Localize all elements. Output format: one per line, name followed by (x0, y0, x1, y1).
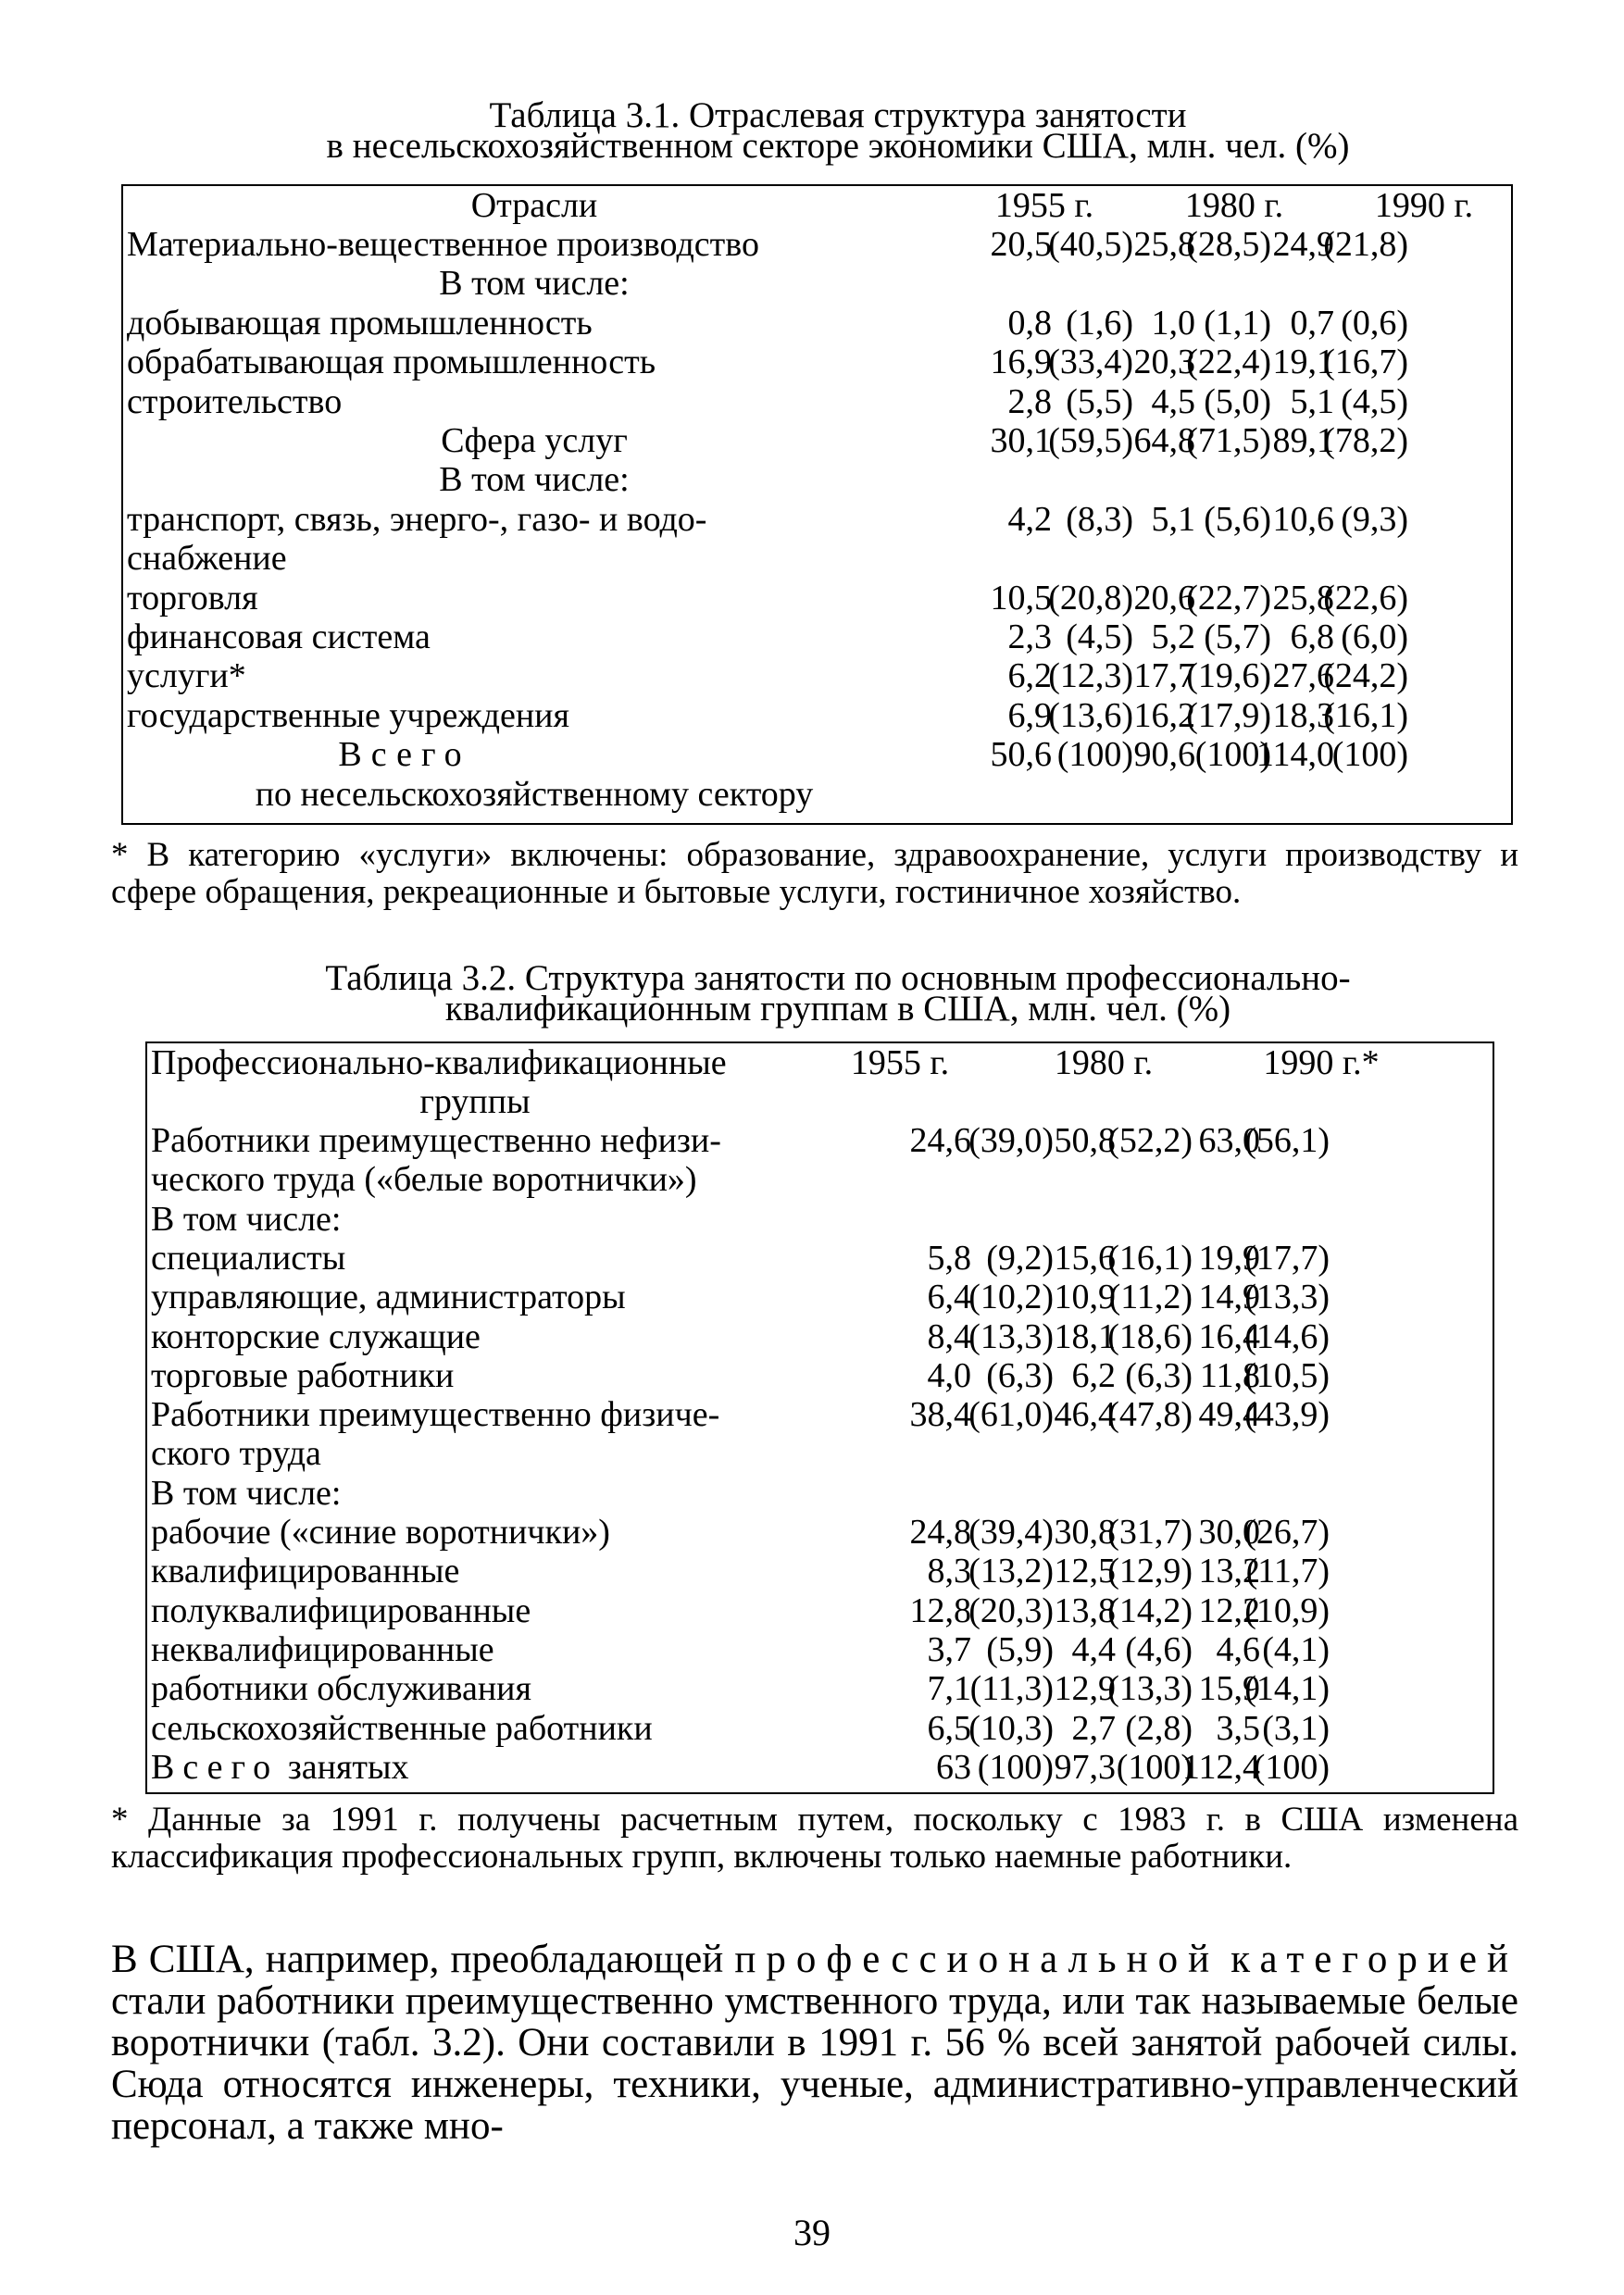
row-value: (6,3) (986, 1355, 1054, 1395)
row-value: (100) (1056, 735, 1133, 775)
row-value: 16,2 (1133, 695, 1195, 735)
row-value: 25,8 (1272, 578, 1334, 617)
row-value: (21,8) (1323, 225, 1408, 264)
row-value: 11,8 (1199, 1355, 1260, 1395)
row-value: (5,5) (1066, 381, 1133, 421)
row-value: (12,9) (1107, 1552, 1193, 1591)
row-value: (17,7) (1244, 1238, 1330, 1278)
row-value: (4,1) (1262, 1629, 1330, 1669)
row-value: (10,2) (968, 1278, 1054, 1317)
row-value: 18,1 (1054, 1316, 1116, 1356)
row-value: 20,5 (990, 225, 1052, 264)
row-label: Материально-вещественное производство (127, 225, 759, 264)
row-value: (5,7) (1204, 617, 1271, 656)
table1-title-line1: Таблица 3.1. Отраслевая структура занятости (489, 95, 1187, 135)
row-label: Всего (338, 735, 471, 775)
row-value: (26,7) (1244, 1513, 1330, 1552)
row-value: (13,6) (1048, 695, 1133, 735)
row-label: услуги* (127, 656, 246, 696)
table2-header-groups: Профессионально-квалификационные (151, 1043, 727, 1082)
row-label: В том числе: (439, 264, 630, 304)
row-value: (24,2) (1323, 656, 1408, 696)
row-label: Всего занятых (151, 1747, 409, 1787)
row-value: 12,2 (1198, 1590, 1260, 1630)
row-value: (11,3) (969, 1669, 1054, 1709)
row-value: 24,6 (909, 1121, 971, 1160)
row-value: (6,0) (1341, 617, 1408, 656)
row-value: 90,6 (1133, 735, 1195, 775)
row-value: (10,5) (1244, 1355, 1330, 1395)
row-value: (14,2) (1107, 1590, 1193, 1630)
table1-caption (111, 95, 1565, 166)
row-label: по несельскохозяйственному сектору (255, 774, 814, 814)
row-label: управляющие, администраторы (151, 1278, 626, 1317)
row-label: Работники преимущественно нефизи- (151, 1121, 721, 1160)
row-value: (13,3) (968, 1316, 1054, 1356)
row-value: (1,1) (1204, 303, 1271, 343)
row-value: 3,5 (1216, 1708, 1260, 1748)
row-value: (100) (1253, 1747, 1330, 1787)
row-value: 2,3 (1007, 617, 1052, 656)
row-value: (19,6) (1186, 656, 1271, 696)
row-value: 8,3 (927, 1552, 971, 1591)
row-value: 4,4 (1071, 1629, 1116, 1669)
row-value: 6,5 (927, 1708, 971, 1748)
row-value: 3,7 (927, 1629, 971, 1669)
table1-title-line2: в несельскохозяйственном секторе экономики США, млн. чел. (%) (326, 126, 1350, 166)
row-value: (17,9) (1186, 695, 1271, 735)
row-value: 18,3 (1272, 695, 1334, 735)
row-value: (100) (1331, 735, 1408, 775)
row-label: Работники преимущественно физиче- (151, 1395, 720, 1435)
row-value: 16,4 (1198, 1316, 1260, 1356)
row-label: В том числе: (151, 1473, 342, 1513)
row-value: 30,0 (1198, 1513, 1260, 1552)
row-value: (1,6) (1066, 303, 1133, 343)
row-value: (31,7) (1107, 1513, 1193, 1552)
row-label: финансовая система (127, 617, 431, 656)
row-value: 24,9 (1272, 225, 1334, 264)
row-value: (13,2) (968, 1552, 1054, 1591)
row-value: 6,2 (1007, 656, 1052, 696)
row-value: (14,1) (1244, 1669, 1330, 1709)
row-value: 112,4 (1181, 1747, 1260, 1787)
row-label: квалифицированные (151, 1552, 460, 1591)
row-value: (11,7) (1245, 1552, 1330, 1591)
row-label: обрабатывающая промышленность (127, 343, 656, 382)
row-label: добывающая промышленность (127, 303, 593, 343)
row-value: (100) (1194, 735, 1271, 775)
row-value: 20,3 (1133, 343, 1195, 382)
row-value: 2,8 (1007, 381, 1052, 421)
row-value: 64,8 (1133, 421, 1195, 460)
row-value: 49,4 (1198, 1395, 1260, 1435)
table1 (121, 184, 1513, 825)
row-value: 0,8 (1007, 303, 1052, 343)
row-value: (22,7) (1186, 578, 1271, 617)
row-value: (0,6) (1341, 303, 1408, 343)
row-value: (20,3) (968, 1590, 1054, 1630)
row-value: (22,6) (1323, 578, 1408, 617)
row-value: 10,9 (1054, 1278, 1116, 1317)
row-value: (4,6) (1125, 1629, 1193, 1669)
row-label: строительство (127, 381, 343, 421)
row-value: 14,9 (1198, 1278, 1260, 1317)
row-label: полуквалифицированные (151, 1590, 531, 1630)
row-value: 6,2 (1071, 1355, 1116, 1395)
row-value: 10,6 (1272, 499, 1334, 539)
row-value: (78,2) (1323, 421, 1408, 460)
row-value: 13,2 (1198, 1552, 1260, 1591)
row-label: снабжение (127, 539, 287, 579)
row-value: 50,6 (990, 735, 1052, 775)
row-value: (5,6) (1204, 499, 1271, 539)
body-start: В США, например, преобладающей (111, 1938, 724, 1981)
row-value: 5,1 (1290, 381, 1334, 421)
row-value: (16,1) (1323, 695, 1408, 735)
table2-footnote: * Данные за 1991 г. получены расчетным путем, поскольку с 1983 г. в США изменена классификация профессиональных групп, включены только наемные работники. (111, 1801, 1518, 1876)
row-value: 50,8 (1054, 1121, 1116, 1160)
table2-title-line1: Таблица 3.2. Структура занятости по основным профессионально- (325, 958, 1351, 998)
row-value: (100) (977, 1747, 1054, 1787)
row-value: (6,3) (1125, 1355, 1193, 1395)
row-value: 30,8 (1054, 1513, 1116, 1552)
row-value: (20,8) (1048, 578, 1133, 617)
row-value: (52,2) (1107, 1121, 1193, 1160)
row-value: (10,3) (968, 1708, 1054, 1748)
body-rest: стали работники преимущественно умственного труда, или так называемые белые воротнички (табл. 3.2). Они составили в 1991 г. 56 % всей занятой рабочей силы. Сюда относятся инженеры, техники, ученые, административно-управленческий персонал, а также мно- (111, 1979, 1518, 2148)
table2-header-1980: 1980 г. (1054, 1043, 1154, 1082)
row-value: 2,7 (1071, 1708, 1116, 1748)
row-value: 30,1 (990, 421, 1052, 460)
row-value: 5,8 (927, 1238, 971, 1278)
table2 (145, 1041, 1494, 1794)
row-label: торговля (127, 578, 258, 617)
row-value: (43,9) (1244, 1395, 1330, 1435)
row-value: (9,2) (986, 1238, 1054, 1278)
row-label: Сфера услуг (441, 421, 628, 460)
row-value: 46,4 (1054, 1395, 1116, 1435)
row-label: сельскохозяйственные работники (151, 1708, 653, 1748)
row-value: (4,5) (1066, 617, 1133, 656)
row-label: рабочие («синие воротнички») (151, 1513, 610, 1552)
row-value: (5,0) (1204, 381, 1271, 421)
row-value: (13,3) (1244, 1278, 1330, 1317)
row-value: 97,3 (1054, 1747, 1116, 1787)
row-value: 13,8 (1054, 1590, 1116, 1630)
row-value: 19,1 (1272, 343, 1334, 382)
row-value: (33,4) (1048, 343, 1133, 382)
row-value: (9,3) (1341, 499, 1408, 539)
row-label: работники обслуживания (151, 1669, 531, 1709)
row-value: (59,5) (1048, 421, 1133, 460)
row-value: (11,2) (1108, 1278, 1193, 1317)
row-value: 4,2 (1007, 499, 1052, 539)
row-value: 5,2 (1151, 617, 1195, 656)
row-value: 16,9 (990, 343, 1052, 382)
row-label: торговые работники (151, 1355, 455, 1395)
row-value: 5,1 (1151, 499, 1195, 539)
row-value: (14,6) (1244, 1316, 1330, 1356)
row-value: 4,5 (1151, 381, 1195, 421)
row-value: (8,3) (1066, 499, 1133, 539)
body-spaced-1: профессиональной (734, 1938, 1220, 1981)
body-paragraph (111, 1939, 1518, 2147)
row-value: (16,1) (1107, 1238, 1193, 1278)
row-value: 7,1 (927, 1669, 971, 1709)
table1-header-1990: 1990 г. (1374, 186, 1474, 225)
row-value: 63,0 (1198, 1121, 1260, 1160)
row-value: 38,4 (909, 1395, 971, 1435)
row-value: (2,8) (1125, 1708, 1193, 1748)
row-value: 12,5 (1054, 1552, 1116, 1591)
row-value: (28,5) (1186, 225, 1271, 264)
row-value: (13,3) (1107, 1669, 1193, 1709)
row-label: ского труда (151, 1434, 321, 1474)
row-value: 6,4 (927, 1278, 971, 1317)
row-value: 17,7 (1133, 656, 1195, 696)
row-value: 0,7 (1290, 303, 1334, 343)
row-value: 8,4 (927, 1316, 971, 1356)
table2-header-1955: 1955 г. (850, 1043, 950, 1082)
row-value: (40,5) (1048, 225, 1133, 264)
table2-caption (111, 958, 1565, 1029)
row-value: 27,6 (1272, 656, 1334, 696)
row-value: (56,1) (1244, 1121, 1330, 1160)
row-value: 24,8 (909, 1513, 971, 1552)
row-value: 63 (936, 1747, 971, 1787)
row-label: государственные учреждения (127, 695, 569, 735)
row-value: (4,5) (1341, 381, 1408, 421)
table1-header-1980: 1980 г. (1184, 186, 1284, 225)
row-value: 4,6 (1216, 1629, 1260, 1669)
row-value: (61,0) (968, 1395, 1054, 1435)
table1-header-sectors: Отрасли (470, 186, 598, 225)
row-value: (100) (1116, 1747, 1193, 1787)
row-value: 6,8 (1290, 617, 1334, 656)
row-label: ческого труда («белые воротнички») (151, 1160, 697, 1200)
row-value: (71,5) (1186, 421, 1271, 460)
page-number: 39 (793, 2212, 831, 2253)
row-value: (12,3) (1048, 656, 1133, 696)
row-value: (5,9) (986, 1629, 1054, 1669)
row-label: специалисты (151, 1238, 346, 1278)
row-value: 6,9 (1007, 695, 1052, 735)
row-value: (39,4) (968, 1513, 1054, 1552)
row-value: (47,8) (1107, 1395, 1193, 1435)
row-label: транспорт, связь, энерго-, газо- и водо- (127, 499, 707, 539)
row-value: 89,1 (1272, 421, 1334, 460)
body-spaced-2: категорией (1230, 1938, 1519, 1981)
row-label: конторские служащие (151, 1316, 481, 1356)
row-label: неквалифицированные (151, 1629, 494, 1669)
row-value: 25,8 (1133, 225, 1195, 264)
table2-title-line2: квалификационным группам в США, млн. чел. (%) (444, 989, 1231, 1029)
row-value: 12,8 (909, 1590, 971, 1630)
table1-footnote: * В категорию «услуги» включены: образование, здравоохранение, услуги производству и сфере обращения, рекреационные и бытовые услуги, гостиничное хозяйство. (111, 836, 1518, 911)
row-value: (3,1) (1262, 1708, 1330, 1748)
row-value: 1,0 (1151, 303, 1195, 343)
row-value: 15,6 (1054, 1238, 1116, 1278)
row-value: (39,0) (968, 1121, 1054, 1160)
row-value: (18,6) (1107, 1316, 1193, 1356)
row-value: 15,9 (1198, 1669, 1260, 1709)
table2-header-groups-line2: группы (419, 1082, 531, 1121)
row-value: 20,6 (1133, 578, 1195, 617)
row-value: (16,7) (1323, 343, 1408, 382)
row-label: В том числе: (151, 1199, 342, 1239)
row-value: (10,9) (1244, 1590, 1330, 1630)
row-label: В том числе: (439, 460, 630, 500)
row-value: 12,9 (1054, 1669, 1116, 1709)
row-value: 4,0 (927, 1355, 971, 1395)
table2-header-1990: 1990 г.* (1263, 1043, 1380, 1082)
row-value: 114,0 (1255, 735, 1334, 775)
row-value: (22,4) (1186, 343, 1271, 382)
row-value: 10,5 (990, 578, 1052, 617)
table1-header-1955: 1955 г. (994, 186, 1094, 225)
row-value: 19,9 (1198, 1238, 1260, 1278)
